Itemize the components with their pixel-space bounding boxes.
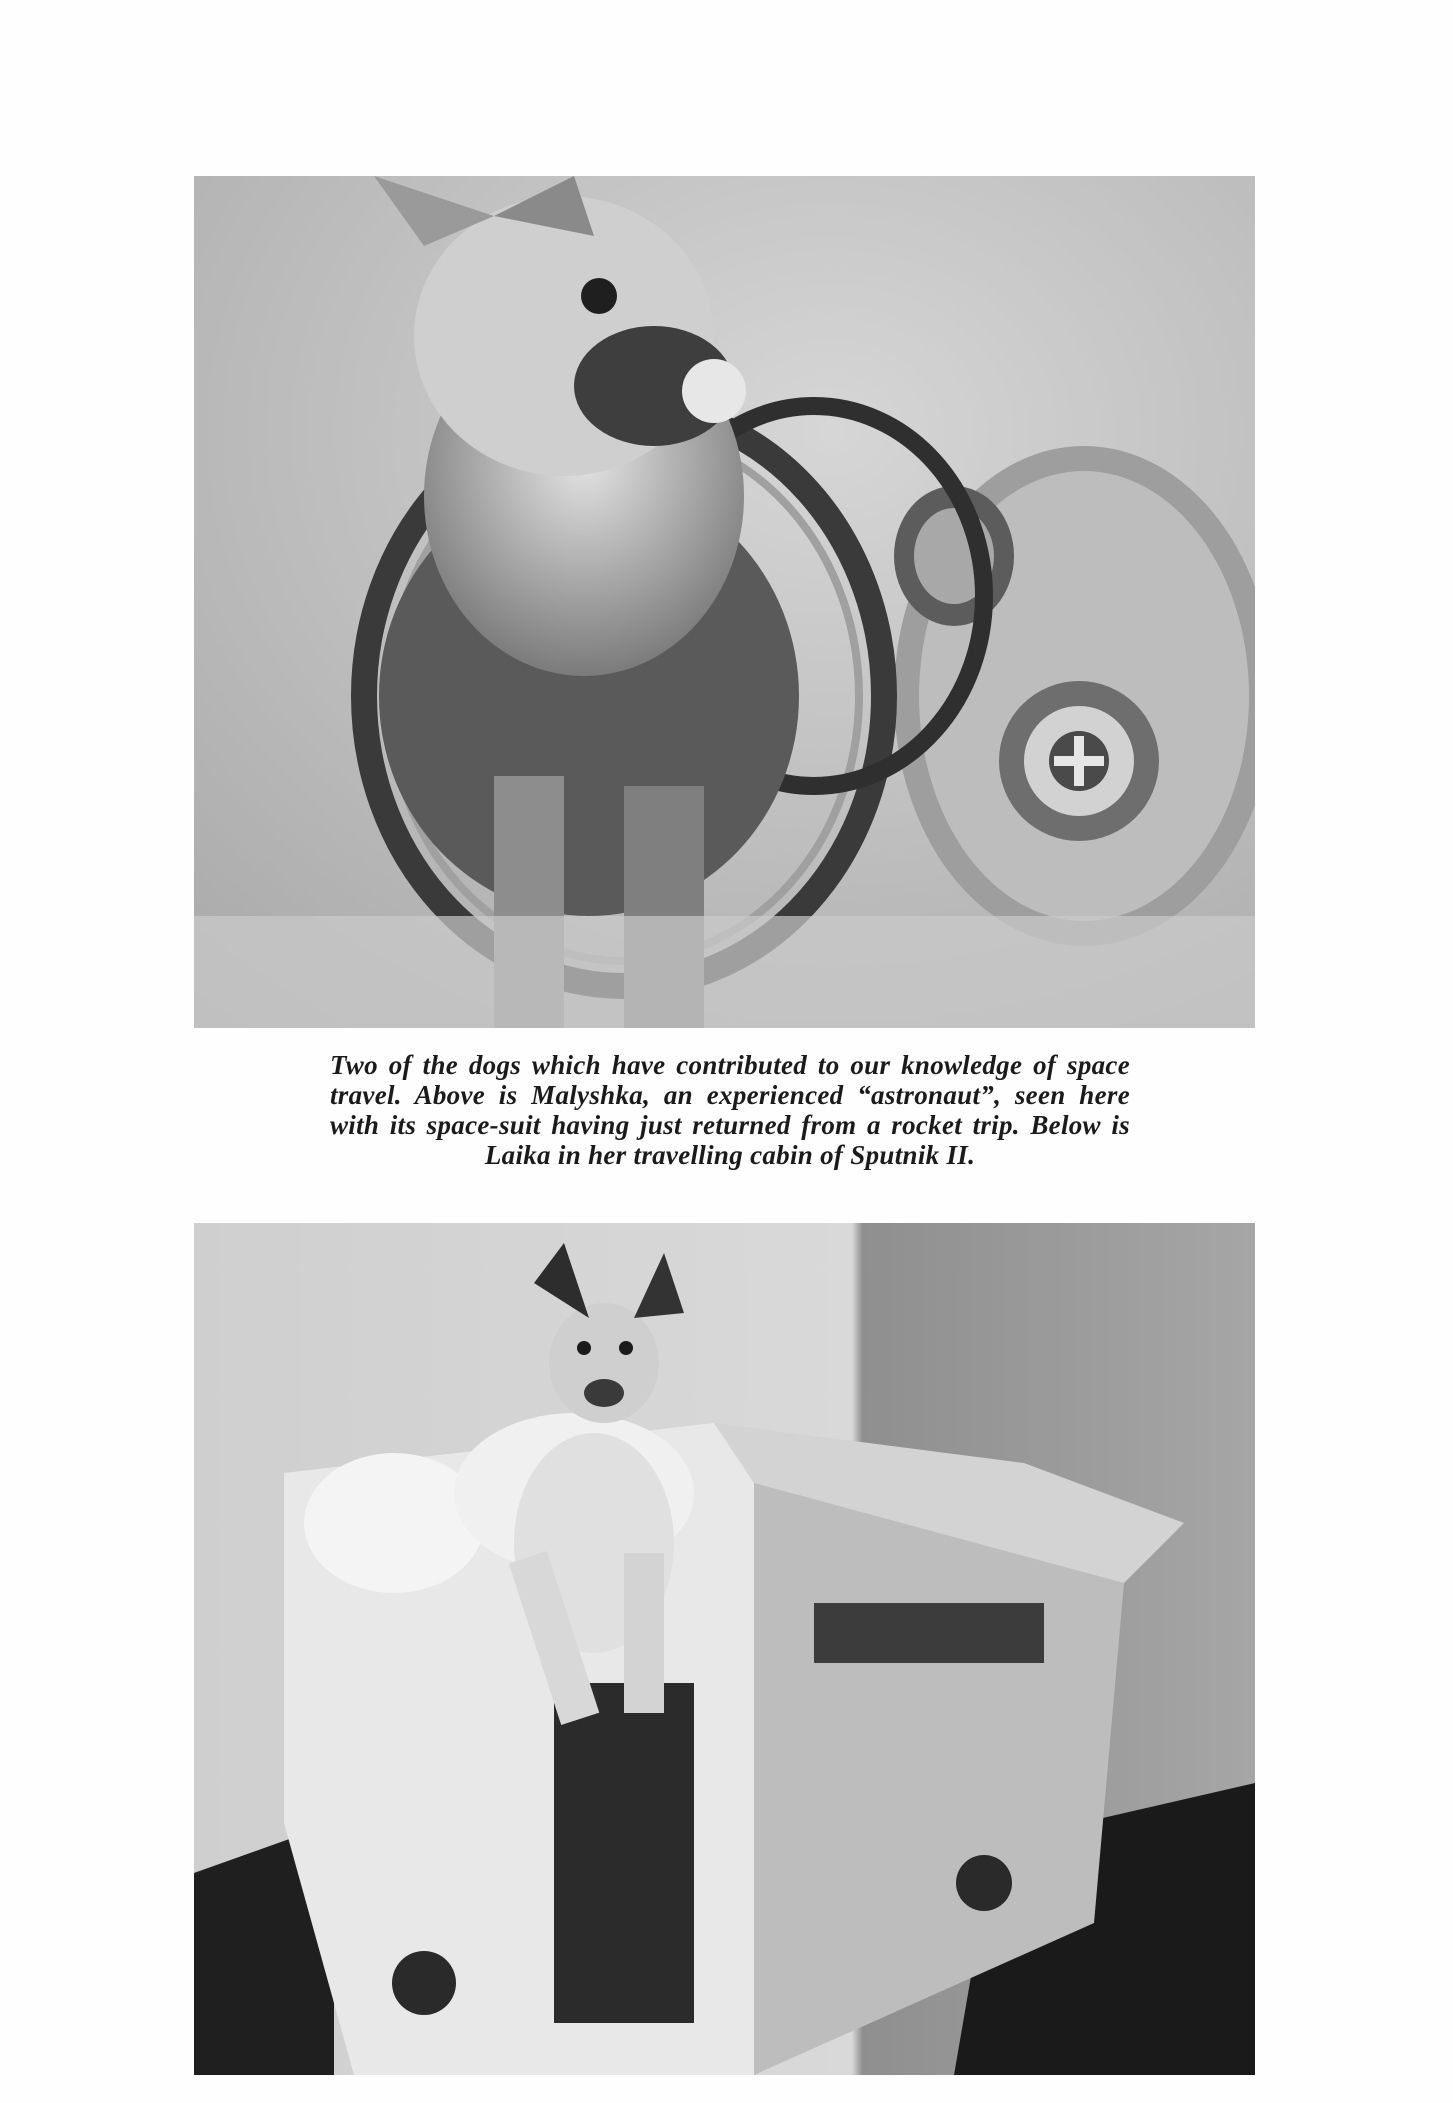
photo-laika <box>194 1223 1255 2075</box>
dog-in-spacesuit-photo-icon <box>194 176 1255 1028</box>
photo-malyshka <box>194 176 1255 1028</box>
photo-caption: Two of the dogs which have contributed to our knowledge of space travel. Above is Malyshka, an experienced “astronaut”, seen here with its space-suit having just returned from a rocket trip. Below is Laika in her travelling cabin of Sputnik II. <box>330 1050 1130 1170</box>
dog-in-sputnik-cabin-photo-icon <box>194 1223 1255 2075</box>
